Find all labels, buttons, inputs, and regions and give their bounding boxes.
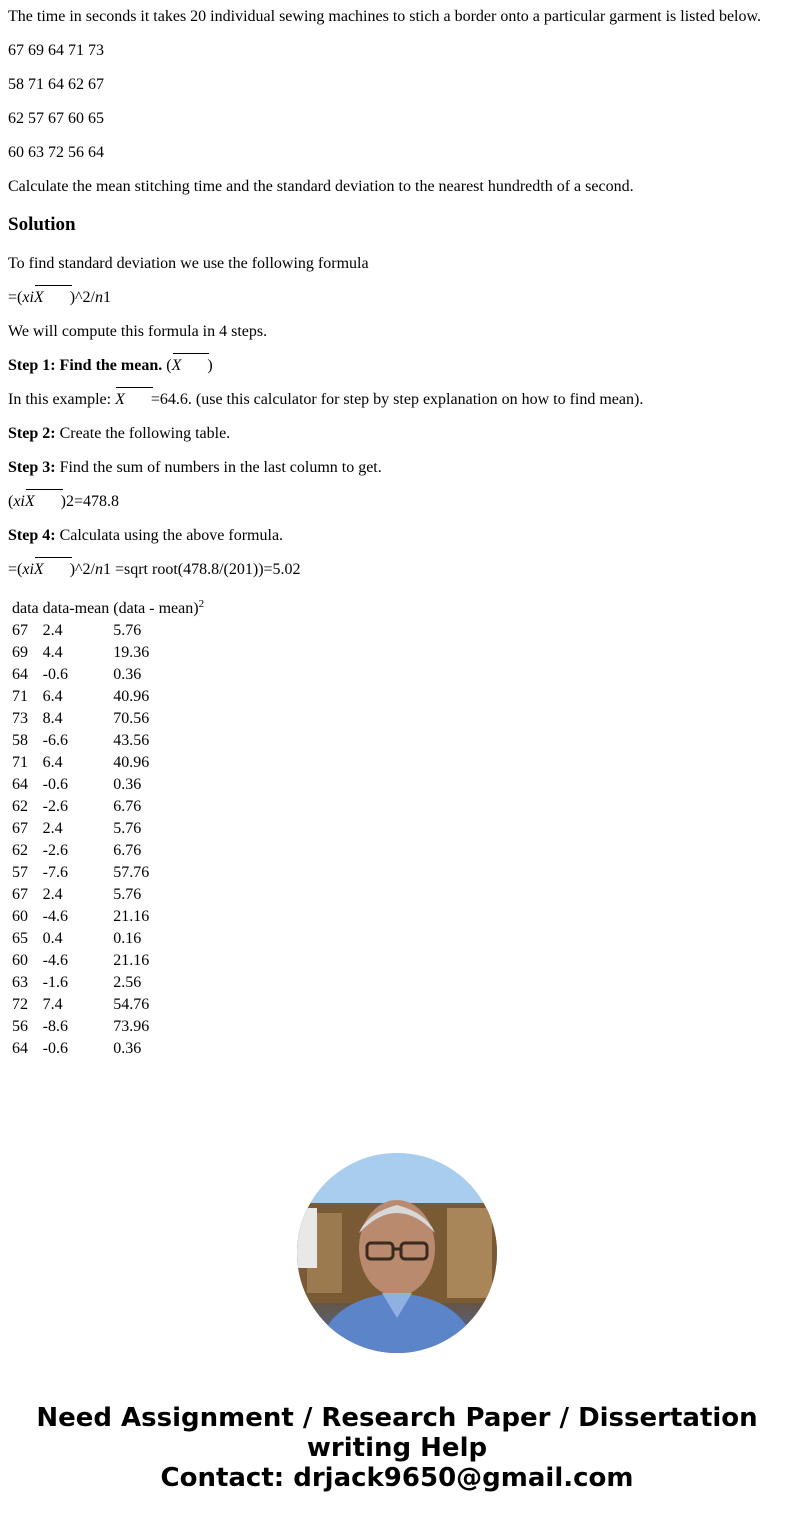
table-body <box>11 621 205 1059</box>
example-suffix: =64.6. (use this calculator for step by step explanation on how to find mean). <box>150 391 644 408</box>
example-xbar: X <box>115 391 125 408</box>
header-squared-exponent: 2 <box>198 598 205 610</box>
cell-squared: 0.36 <box>113 1040 142 1057</box>
cell-data: 63 <box>12 974 28 991</box>
table-row <box>11 797 205 817</box>
formula-intro: To find standard deviation we use the following formula <box>8 255 369 272</box>
deviation-table <box>9 597 207 1061</box>
example-line <box>8 390 643 410</box>
header-data-mean: data-mean <box>42 600 110 617</box>
example-prefix: In this example: <box>8 391 116 408</box>
table-row <box>11 995 205 1015</box>
sum-xbar: X <box>24 493 35 510</box>
solution-heading: Solution <box>8 214 76 235</box>
result-xi: xi <box>22 561 34 578</box>
footer-line-3: Contact: drjack9650@gmail.com <box>160 1463 634 1493</box>
cell-data: 58 <box>12 732 28 749</box>
cell-data: 62 <box>12 798 28 815</box>
cell-data: 71 <box>12 754 28 771</box>
step-2-label: Step 2: <box>8 425 56 442</box>
cell-squared: 21.16 <box>113 952 150 969</box>
cell-data: 62 <box>12 842 28 859</box>
step-3-label: Step 3: <box>8 459 56 476</box>
data-row-2: 58 71 64 62 67 <box>8 76 104 93</box>
data-row-4: 60 63 72 56 64 <box>8 144 104 161</box>
sum-line <box>8 492 119 512</box>
table-row <box>11 1017 205 1037</box>
cell-data-mean: -2.6 <box>42 798 68 815</box>
cell-squared: 54.76 <box>113 996 150 1013</box>
table-row <box>11 951 205 971</box>
header-squared-label: (data - mean) <box>113 600 199 617</box>
cell-data: 56 <box>12 1018 28 1035</box>
cell-data-mean: 6.4 <box>42 688 63 705</box>
cell-squared: 0.36 <box>113 666 142 683</box>
cell-squared: 0.36 <box>113 776 142 793</box>
cell-data-mean: -8.6 <box>42 1018 68 1035</box>
author-photo-illustration <box>297 1153 497 1353</box>
footer-line-2: writing Help <box>306 1433 488 1463</box>
cell-data-mean: -0.6 <box>42 1040 68 1057</box>
cell-squared: 21.16 <box>113 908 150 925</box>
cell-squared: 6.76 <box>113 842 142 859</box>
result-n: n <box>94 561 103 578</box>
step-1-label: Step 1: Find the mean. <box>8 357 163 374</box>
formula-xi: xi <box>22 289 34 306</box>
cell-data: 69 <box>12 644 28 661</box>
table-header-row <box>11 599 205 619</box>
author-photo <box>297 1153 497 1353</box>
header-data: data <box>12 600 39 617</box>
cell-data-mean: 2.4 <box>42 820 63 837</box>
cell-data: 67 <box>12 622 28 639</box>
table-row <box>11 819 205 839</box>
step-4-label: Step 4: <box>8 527 56 544</box>
cell-squared: 73.96 <box>113 1018 150 1035</box>
cell-squared: 5.76 <box>113 820 142 837</box>
table-row <box>11 753 205 773</box>
cell-data: 64 <box>12 776 28 793</box>
formula-xbar: X <box>33 289 44 306</box>
cell-data: 60 <box>12 952 28 969</box>
cell-data: 64 <box>12 666 28 683</box>
step-1-close: ) <box>207 357 213 374</box>
cell-data-mean: -4.6 <box>42 908 68 925</box>
step-1 <box>8 356 213 376</box>
table-row <box>11 841 205 861</box>
formula <box>8 288 111 308</box>
formula-n: n <box>94 289 103 306</box>
table-row <box>11 885 205 905</box>
cell-squared: 5.76 <box>113 622 142 639</box>
table-row <box>11 907 205 927</box>
cell-squared: 70.56 <box>113 710 150 727</box>
result-prefix: =( <box>8 561 23 578</box>
step-1-open: ( <box>162 357 172 374</box>
cell-data-mean: 2.4 <box>42 886 63 903</box>
cell-data-mean: -1.6 <box>42 974 68 991</box>
formula-tail-a: )^2/ <box>69 289 95 306</box>
formula-prefix: =( <box>8 289 23 306</box>
table-row <box>11 863 205 883</box>
cell-data-mean: -7.6 <box>42 864 68 881</box>
result-xbar: X <box>33 561 44 578</box>
question-ask: Calculate the mean stitching time and the standard deviation to the nearest hundredth of a second. <box>8 178 634 195</box>
step-4 <box>8 526 283 546</box>
step-3 <box>8 458 382 478</box>
cell-squared: 19.36 <box>113 644 150 661</box>
formula-tail-b: 1 <box>102 289 111 306</box>
cell-data-mean: 8.4 <box>42 710 63 727</box>
cell-data: 65 <box>12 930 28 947</box>
cell-data-mean: -4.6 <box>42 952 68 969</box>
sum-xi: xi <box>13 493 25 510</box>
steps-intro: We will compute this formula in 4 steps. <box>8 323 268 340</box>
cell-squared: 6.76 <box>113 798 142 815</box>
cell-data-mean: 7.4 <box>42 996 63 1013</box>
step-2-text: Create the following table. <box>55 425 231 442</box>
cell-data: 73 <box>12 710 28 727</box>
table-row <box>11 643 205 663</box>
cell-data: 71 <box>12 688 28 705</box>
cell-squared: 40.96 <box>113 754 150 771</box>
result-tail-b: 1 =sqrt root(478.8/(201))=5.02 <box>102 561 301 578</box>
header-squared <box>112 599 205 619</box>
cell-squared: 2.56 <box>113 974 142 991</box>
cell-data: 57 <box>12 864 28 881</box>
data-row-1: 67 69 64 71 73 <box>8 42 104 59</box>
cell-squared: 0.16 <box>113 930 142 947</box>
cell-data-mean: 4.4 <box>42 644 63 661</box>
table-row <box>11 687 205 707</box>
footer-banner <box>0 1403 794 1493</box>
question-intro: The time in seconds it takes 20 individual sewing machines to stich a border onto a particular garment is listed below. <box>8 8 761 25</box>
step-4-text: Calculata using the above formula. <box>55 527 284 544</box>
sum-open: ( <box>8 493 14 510</box>
cell-data-mean: -0.6 <box>42 776 68 793</box>
table-row <box>11 665 205 685</box>
result-tail-a: )^2/ <box>69 561 95 578</box>
step-3-text: Find the sum of numbers in the last column to get. <box>55 459 382 476</box>
step-1-xbar: X <box>171 357 182 374</box>
sum-tail: )2=478.8 <box>60 493 120 510</box>
table-row <box>11 621 205 641</box>
cell-data-mean: 2.4 <box>42 622 63 639</box>
cell-squared: 40.96 <box>113 688 150 705</box>
cell-squared: 57.76 <box>113 864 150 881</box>
table-row <box>11 731 205 751</box>
cell-squared: 5.76 <box>113 886 142 903</box>
cell-squared: 43.56 <box>113 732 150 749</box>
cell-data: 60 <box>12 908 28 925</box>
cell-data-mean: -0.6 <box>42 666 68 683</box>
cell-data-mean: -2.6 <box>42 842 68 859</box>
cell-data-mean: -6.6 <box>42 732 68 749</box>
table-row <box>11 1039 205 1059</box>
cell-data-mean: 6.4 <box>42 754 63 771</box>
cell-data-mean: 0.4 <box>42 930 63 947</box>
cell-data: 72 <box>12 996 28 1013</box>
table-row <box>11 929 205 949</box>
table-row <box>11 775 205 795</box>
table-row <box>11 973 205 993</box>
result-line <box>8 560 301 580</box>
step-2 <box>8 424 230 444</box>
table-row <box>11 709 205 729</box>
data-row-3: 62 57 67 60 65 <box>8 110 104 127</box>
cell-data: 67 <box>12 820 28 837</box>
cell-data: 67 <box>12 886 28 903</box>
cell-data: 64 <box>12 1040 28 1057</box>
footer-line-1: Need Assignment / Research Paper / Dissertation <box>36 1403 758 1433</box>
